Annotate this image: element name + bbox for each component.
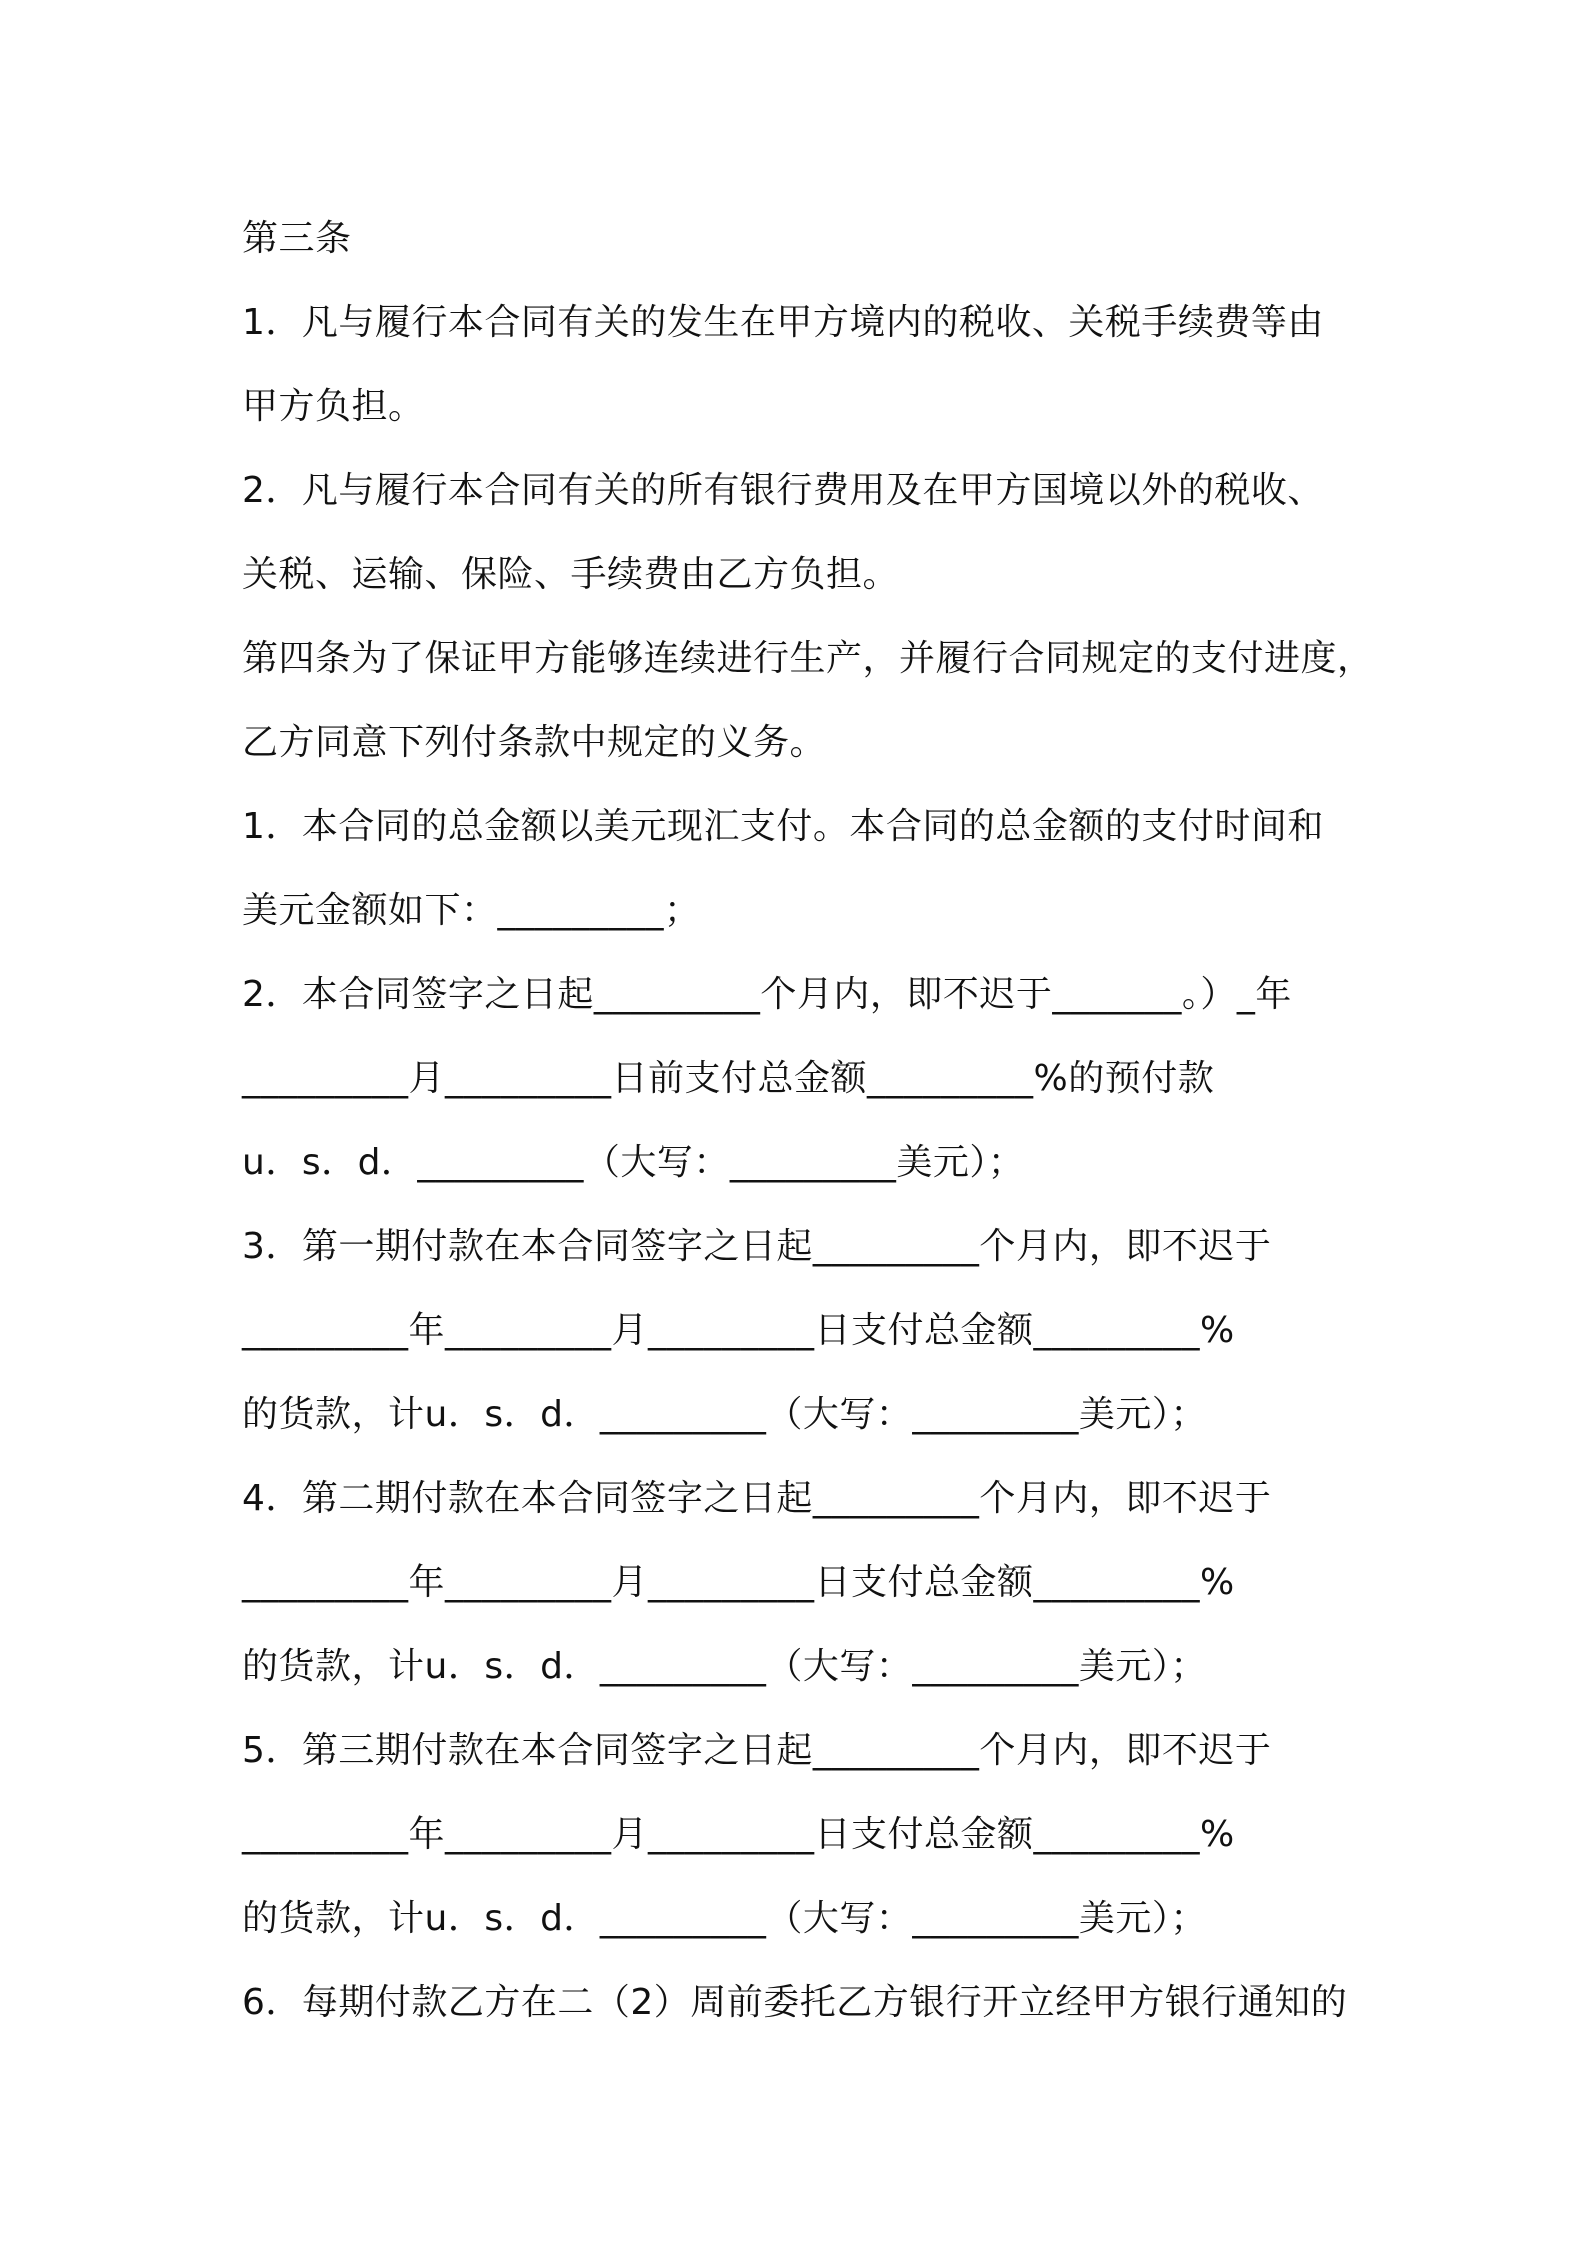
article-3-clause-1-line-2: 甲方负担。 — [242, 386, 425, 427]
article-4-clause-3-line-1: 3．第一期付款在本合同签字之日起_________个月内，即不迟于 — [242, 1226, 1272, 1267]
article-4-clause-1-line-2: 美元金额如下：_________； — [242, 890, 701, 931]
article-4-clause-5-line-2: _________年_________月_________日支付总金额_________% — [242, 1814, 1235, 1855]
article-3-clause-2-line-2: 关税、运输、保险、手续费由乙方负担。 — [242, 554, 900, 595]
article-3-clause-1-line-1: 1．凡与履行本合同有关的发生在甲方境内的税收、关税手续费等由 — [242, 302, 1324, 343]
article-4-clause-4-line-3: 的货款，计u．s．d．_________（大写：_________美元）； — [242, 1646, 1207, 1687]
article-4-clause-2-line-1: 2．本合同签字之日起_________个月内，即不迟于_______。）_年 — [242, 974, 1292, 1015]
article-4-clause-4-line-2: _________年_________月_________日支付总金额_________% — [242, 1562, 1235, 1603]
article-4-clause-4-line-1: 4．第二期付款在本合同签字之日起_________个月内，即不迟于 — [242, 1478, 1272, 1519]
article-3-heading: 第三条 — [242, 218, 352, 259]
article-4-intro-line-2: 乙方同意下列付条款中规定的义务。 — [242, 722, 827, 763]
article-4-clause-5-line-1: 5．第三期付款在本合同签字之日起_________个月内，即不迟于 — [242, 1730, 1272, 1771]
article-4-clause-3-line-2: _________年_________月_________日支付总金额_________% — [242, 1310, 1235, 1351]
document-body — [242, 197, 1374, 2045]
article-3-clause-2-line-1: 2．凡与履行本合同有关的所有银行费用及在甲方国境以外的税收、 — [242, 470, 1324, 511]
article-4-clause-3-line-3: 的货款，计u．s．d．_________（大写：_________美元）； — [242, 1394, 1207, 1435]
article-4-clause-2-line-2: _________月_________日前支付总金额_________%的预付款 — [242, 1058, 1215, 1099]
article-4-intro-line-1: 第四条为了保证甲方能够连续进行生产，并履行合同规定的支付进度， — [242, 638, 1374, 679]
article-4-clause-6-line-1: 6．每期付款乙方在二（2）周前委托乙方银行开立经甲方银行通知的 — [242, 1982, 1348, 2023]
article-4-clause-5-line-3: 的货款，计u．s．d．_________（大写：_________美元）； — [242, 1898, 1207, 1939]
article-4-clause-2-line-3: u．s．d．_________（大写：_________美元）； — [242, 1142, 1025, 1183]
article-4-clause-1-line-1: 1．本合同的总金额以美元现汇支付。本合同的总金额的支付时间和 — [242, 806, 1324, 847]
